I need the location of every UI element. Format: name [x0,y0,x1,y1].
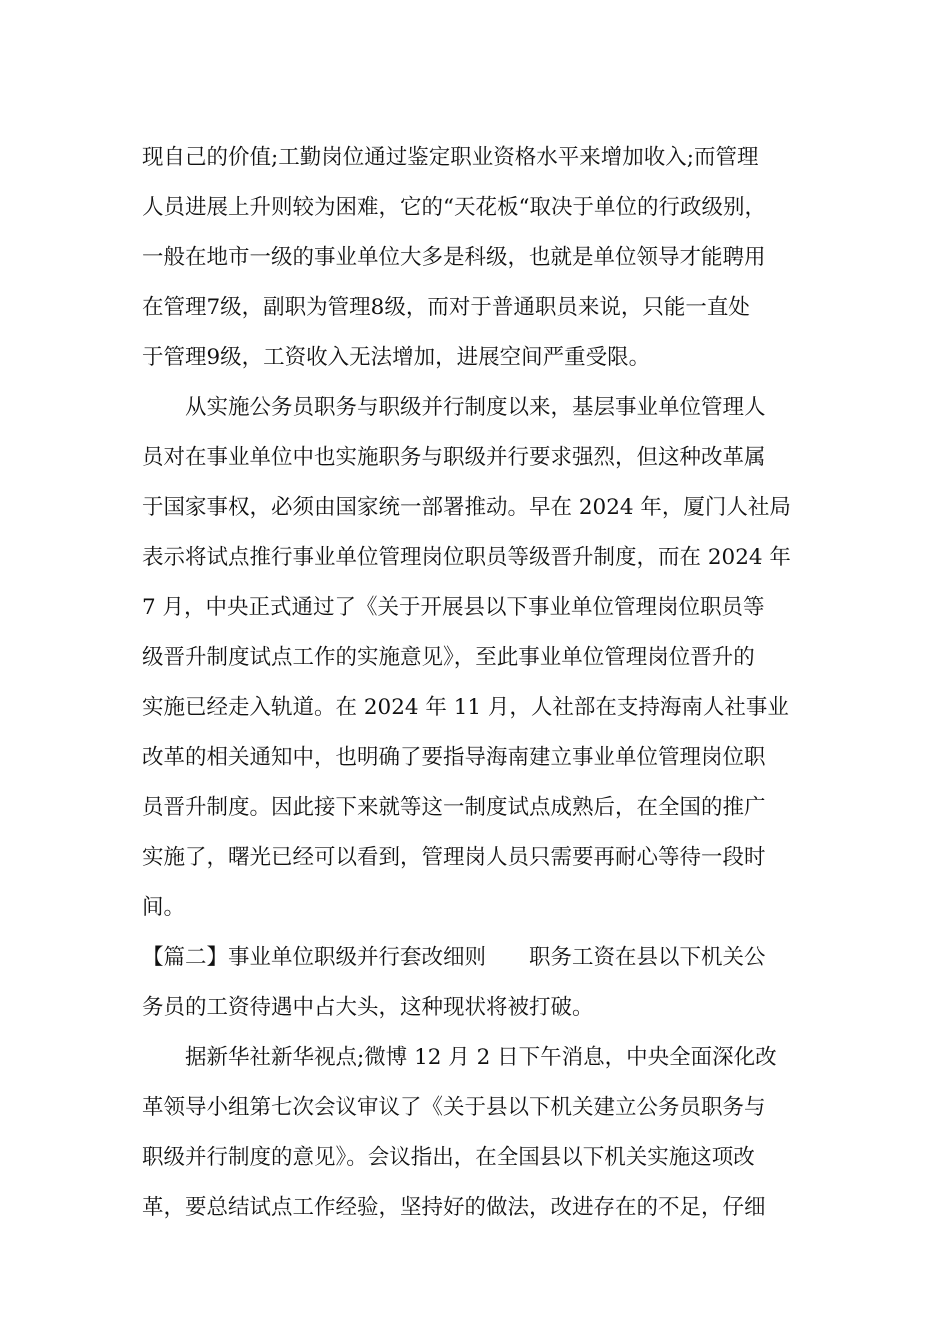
text-line: 现自己的价值;工勤岗位通过鉴定职业资格水平来增加收入;而管理 [142,145,759,170]
text-line: 于管理9级，工资收入无法增加，进展空间严重受限。 [142,345,651,370]
paragraph [142,383,810,933]
document-body [142,133,810,1233]
section-heading-paragraph [142,933,810,1033]
text-line: 改革的相关通知中，也明确了要指导海南建立事业单位管理岗位职 [142,745,766,770]
text-line: 员对在事业单位中也实施职务与职级并行要求强烈，但这种改革属 [142,445,766,470]
paragraph [142,133,810,383]
text-line: 据新华社新华视点;微博 12 月 2 日下午消息，中央全面深化改 [185,1045,777,1070]
text-line: 革，要总结试点工作经验，坚持好的做法，改进存在的不足，仔细 [142,1195,766,1220]
text-line: 职级并行制度的意见》。会议指出，在全国县以下机关实施这项改 [142,1145,755,1170]
text-line: 于国家事权，必须由国家统一部署推动。早在 2024 年，厦门人社局 [142,495,791,520]
text-line: 【篇二】事业单位职级并行套改细则 职务工资在县以下机关公 [142,945,766,970]
text-line: 级晋升制度试点工作的实施意见》，至此事业单位管理岗位晋升的 [142,645,755,670]
text-line: 表示将试点推行事业单位管理岗位职员等级晋升制度，而在 2024 年 [142,545,791,570]
text-line: 务员的工资待遇中占大头，这种现状将被打破。 [142,995,594,1020]
text-line: 在管理7级，副职为管理8级，而对于普通职员来说，只能一直处 [142,295,750,320]
text-line: 7 月，中央正式通过了《关于开展县以下事业单位管理岗位职员等 [142,595,765,620]
text-line: 人员进展上升则较为困难，它的“天花板“取决于单位的行政级别， [142,195,766,220]
text-line: 一般在地市一级的事业单位大多是科级，也就是单位领导才能聘用 [142,245,766,270]
text-line: 从实施公务员职务与职级并行制度以来，基层事业单位管理人 [185,395,766,420]
paragraph [142,1033,810,1233]
text-line: 员晋升制度。因此接下来就等这一制度试点成熟后，在全国的推广 [142,795,766,820]
text-line: 实施了，曙光已经可以看到，管理岗人员只需要再耐心等待一段时 [142,845,766,870]
text-line: 革领导小组第七次会议审议了《关于县以下机关建立公务员职务与 [142,1095,766,1120]
text-line: 间。 [142,895,186,920]
text-line: 实施已经走入轨道。在 2024 年 11 月，人社部在支持海南人社事业 [142,695,789,720]
